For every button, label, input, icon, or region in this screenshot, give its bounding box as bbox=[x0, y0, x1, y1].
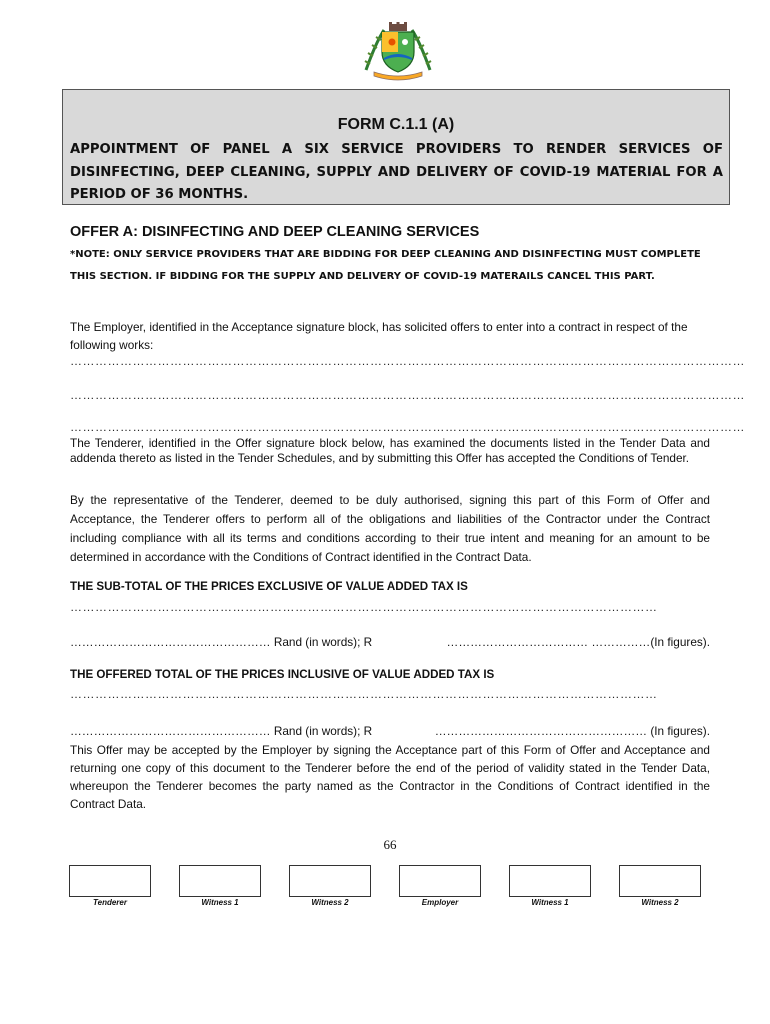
employer-witness-1-initial-box[interactable] bbox=[509, 865, 591, 897]
subtotal-rand-line bbox=[70, 635, 710, 649]
witness-1-initial-box[interactable] bbox=[179, 865, 261, 897]
employer-label: Employer bbox=[421, 898, 459, 907]
acceptance-paragraph: This Offer may be accepted by the Employer by signing the Acceptance part of this Form of Offer and Acceptance and returning one copy of this document to the Tenderer before the end of the period of validity stated in the Tender Data, whereupon the Tenderer becomes the party named as the Contractor in the Conditions of Contract identified in the Contract Data. bbox=[70, 743, 710, 811]
works-line-1: ……………………………………………………………………………………………………………………………………………… bbox=[70, 354, 745, 368]
witness-2-label: Witness 2 bbox=[311, 898, 349, 907]
employer-witness-2-initial-box[interactable] bbox=[619, 865, 701, 897]
total-rand-line bbox=[70, 724, 710, 738]
total-line: …………………………………………………………………………………………………………………………… bbox=[70, 687, 658, 701]
total-heading: THE OFFERED TOTAL OF THE PRICES INCLUSIVE OF VALUE ADDED TAX IS bbox=[70, 668, 495, 681]
witness-1-label: Witness 1 bbox=[201, 898, 239, 907]
municipal-crest-logo bbox=[358, 20, 438, 82]
tenderer-initial-box[interactable] bbox=[69, 865, 151, 897]
total-rand-figures: ……………………………………………… (In figures). bbox=[434, 724, 710, 738]
employer-witness-1-label: Witness 1 bbox=[531, 898, 569, 907]
witness-2-initial-box[interactable] bbox=[289, 865, 371, 897]
intro-paragraph: The Employer, identified in the Acceptance signature block, has solicited offers to enter into a contract in respect of the following works: bbox=[70, 320, 688, 352]
works-line-2: ……………………………………………………………………………………………………………………………………………… bbox=[70, 388, 745, 402]
subtotal-heading: THE SUB-TOTAL OF THE PRICES EXCLUSIVE OF VALUE ADDED TAX IS bbox=[70, 580, 468, 593]
employer-witness-2-label: Witness 2 bbox=[641, 898, 679, 907]
form-header-box bbox=[62, 89, 730, 205]
tenderer-examined-paragraph: The Tenderer, identified in the Offer signature block below, has examined the documents listed in the Tender Data and addenda thereto as listed in the Tender Schedules, and by submitting this Offer has accepted the Conditions of Tender. bbox=[70, 436, 710, 465]
representative-paragraph: By the representative of the Tenderer, deemed to be duly authorised, signing this part of this Form of Offer and Acceptance, the Tenderer offers to perform all of the obligations and liabilities of the Contractor under the Contract including compliance with all its terms and conditions according to their true intent and meaning for an amount to be determined in accordance with the Conditions of Contract identified in the Contract Data. bbox=[70, 493, 710, 564]
tenderer-label: Tenderer bbox=[93, 898, 127, 907]
offer-note: *NOTE: ONLY SERVICE PROVIDERS THAT ARE BIDDING FOR DEEP CLEANING AND DISINFECTING MUST COMPLETE THIS SECTION. IF BIDDING FOR THE SUPPLY AND DELIVERY OF COVID-19 MATERAILS CANCEL THIS PART. bbox=[70, 249, 701, 282]
page-number: 66 bbox=[383, 837, 397, 852]
employer-initial-box[interactable] bbox=[399, 865, 481, 897]
form-title: FORM C.1.1 (A) bbox=[337, 116, 455, 133]
total-rand-words: …………………………………………… Rand (in words); R bbox=[70, 724, 373, 738]
works-line-3: ……………………………………………………………………………………………………………………………………………… bbox=[70, 420, 745, 434]
subtotal-rand-figures: ……………………………… ……………(In figures). bbox=[446, 635, 710, 649]
form-subtitle: APPOINTMENT OF PANEL A SIX SERVICE PROVIDERS TO RENDER SERVICES OF DISINFECTING, DEEP CLEANING, SUPPLY AND DELIVERY OF COVID-19 MATERIAL FOR A PERIOD OF 36 MONTHS. bbox=[70, 142, 723, 202]
subtotal-line: …………………………………………………………………………………………………………………………… bbox=[70, 600, 658, 614]
subtotal-rand-words: …………………………………………… Rand (in words); R bbox=[70, 635, 373, 649]
offer-title: OFFER A: DISINFECTING AND DEEP CLEANING SERVICES bbox=[70, 224, 480, 240]
